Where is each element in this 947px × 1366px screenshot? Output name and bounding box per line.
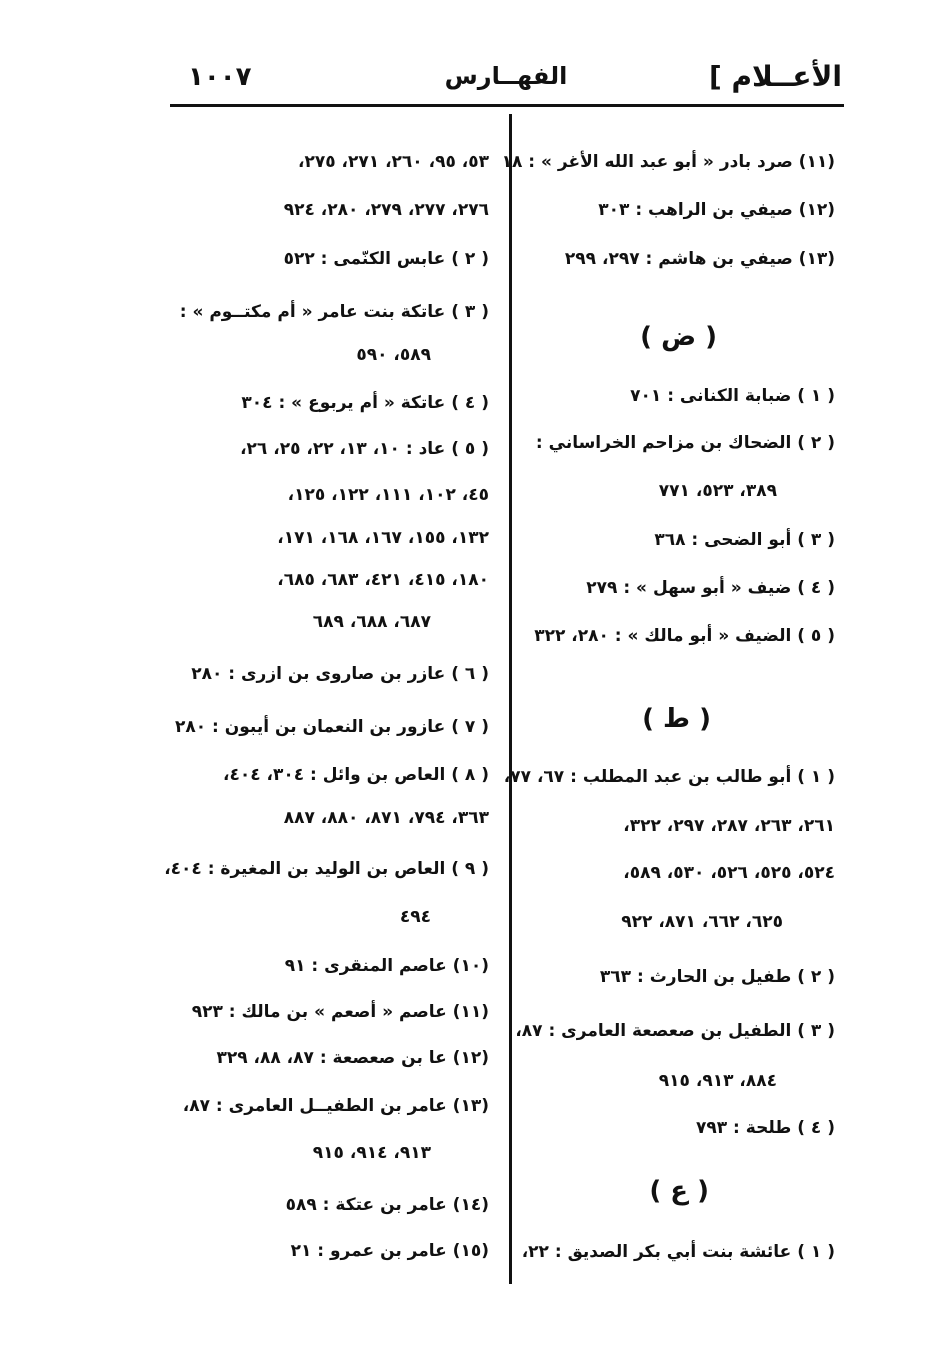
index-entry: (١٥) عامر بن عمرو : ٢١: [290, 1241, 489, 1261]
index-entry: ( ٨ ) العاص بن وائل : ٣٠٤، ٤٠٤،: [222, 765, 489, 785]
section-letter-dad: ( ض ): [640, 322, 717, 352]
index-entry: ( ٥ ) الضيف « أبو مالك » : ٢٨٠، ٣٢٢: [534, 626, 835, 646]
index-entry: (١٣) صيفي بن هاشم : ٢٩٧، ٢٩٩: [564, 249, 835, 269]
index-entry-continuation: ٢٧٦، ٢٧٧، ٢٧٩، ٢٨٠، ٩٢٤: [283, 200, 489, 220]
index-entry: ( ١ ) ضبابة الكنانى : ٧٠١: [630, 386, 835, 406]
index-entry-continuation: ٤٥، ١٠٢، ١١١، ١٢٢، ١٢٥،: [287, 485, 489, 505]
index-entry-continuation: ٨٨٤، ٩١٣، ٩١٥: [658, 1071, 777, 1091]
index-entry: (١٢) عا بن صعصعة : ٨٧، ٨٨، ٣٢٩: [216, 1048, 489, 1068]
index-entry: ( ٢ ) طفيل بن الحارث : ٣٦٣: [599, 967, 835, 987]
index-entry: ( ٣ ) الطفيل بن صعصعة العامرى : ٨٧،: [515, 1021, 835, 1041]
index-entry: ( ٥ ) عاد : ١٠، ١٣، ٢٢، ٢٥، ٢٦،: [240, 439, 489, 459]
index-entry: ( ٤ ) عاتكة « أم يربوع » : ٣٠٤: [241, 393, 489, 413]
index-entry: ( ١ ) أبو طالب بن عبد المطلب : ٦٧، ٧٧،: [503, 767, 835, 787]
index-entry: ( ٢ ) الضحاك بن مزاحم الخراساني :: [535, 433, 835, 453]
index-entry-continuation: ٥٣، ٩٥، ٢٦٠، ٢٧١، ٢٧٥،: [298, 152, 489, 172]
index-entry: (١١) عاصم « أصعم » بن مالك : ٩٢٣: [191, 1002, 489, 1022]
index-entry-continuation: ٩١٣، ٩١٤، ٩١٥: [312, 1143, 431, 1163]
index-entry-continuation: ٥٢٤، ٥٢٥، ٥٢٦، ٥٣٠، ٥٨٩،: [623, 863, 835, 883]
index-entry-continuation: ٢٦١، ٢٦٣، ٢٨٧، ٢٩٧، ٣٢٢،: [623, 816, 835, 836]
index-entry: ( ٤ ) طلحة : ٧٩٣: [696, 1118, 835, 1138]
index-entry-continuation: ٥٨٩، ٥٩٠: [356, 345, 431, 365]
section-letter-ain: ( ع ): [649, 1176, 709, 1206]
column-divider: [509, 114, 512, 1284]
index-entry-continuation: ٣٨٩، ٥٢٣، ٧٧١: [658, 481, 777, 501]
index-entry-continuation: ٤٩٤: [399, 907, 431, 927]
index-entry: (١٣) عامر بن الطفيــل العامرى : ٨٧،: [182, 1096, 489, 1116]
index-entry-continuation: ٦٢٥، ٦٦٢، ٨٧١، ٩٢٢: [621, 912, 783, 932]
index-entry: (١٢) صيفي بن الراهب : ٣٠٣: [598, 200, 835, 220]
index-entry: ( ٣ ) عاتكة بنت عامر « أم مكتــوم » :: [179, 302, 489, 322]
index-entry: (١١) صرد بادر « أبو عبد الله الأغر » : ١٨: [501, 152, 835, 172]
header-rule: [170, 104, 844, 107]
index-entry-continuation: ١٨٠، ٤١٥، ٤٢١، ٦٨٣، ٦٨٥،: [277, 570, 489, 590]
index-entry: ( ٤ ) ضيف « أبو سهل » : ٢٧٩: [586, 578, 835, 598]
index-entry: ( ٧ ) عازور بن النعمان بن أيبون : ٢٨٠: [174, 717, 489, 737]
index-entry-continuation: ٣٦٣، ٧٩٤، ٨٧١، ٨٨٠، ٨٨٧: [283, 808, 489, 828]
index-entry-continuation: ٦٨٧، ٦٨٨، ٦٨٩: [312, 612, 431, 632]
index-entry: ( ١ ) عائشة بنت أبي بكر الصديق : ٢٢،: [521, 1242, 835, 1262]
section-letter-ta: ( ط ): [642, 704, 711, 734]
index-entry: ( ٩ ) العاص بن الوليد بن المغيرة : ٤٠٤،: [164, 859, 489, 879]
index-entry: ( ٦ ) عازر بن صاروى بن ازرى : ٢٨٠: [191, 664, 489, 684]
page-header: [170, 60, 842, 100]
page-number: ١٠٠٧: [188, 62, 252, 92]
index-entry: ( ٣ ) أبو الضحى : ٣٦٨: [654, 530, 835, 550]
index-entry-continuation: ١٣٢، ١٥٥، ١٦٧، ١٦٨، ١٧١،: [277, 528, 489, 548]
index-entry: ( ٢ ) عابس الكنّمى : ٥٢٢: [283, 249, 489, 269]
index-entry: (١٠) عاصم المنقرى : ٩١: [284, 956, 489, 976]
running-title: الأعــلام ]: [708, 60, 842, 93]
index-entry: (١٤) عامر بن عتكة : ٥٨٩: [285, 1195, 489, 1215]
section-title: الفهــارس: [444, 62, 568, 90]
